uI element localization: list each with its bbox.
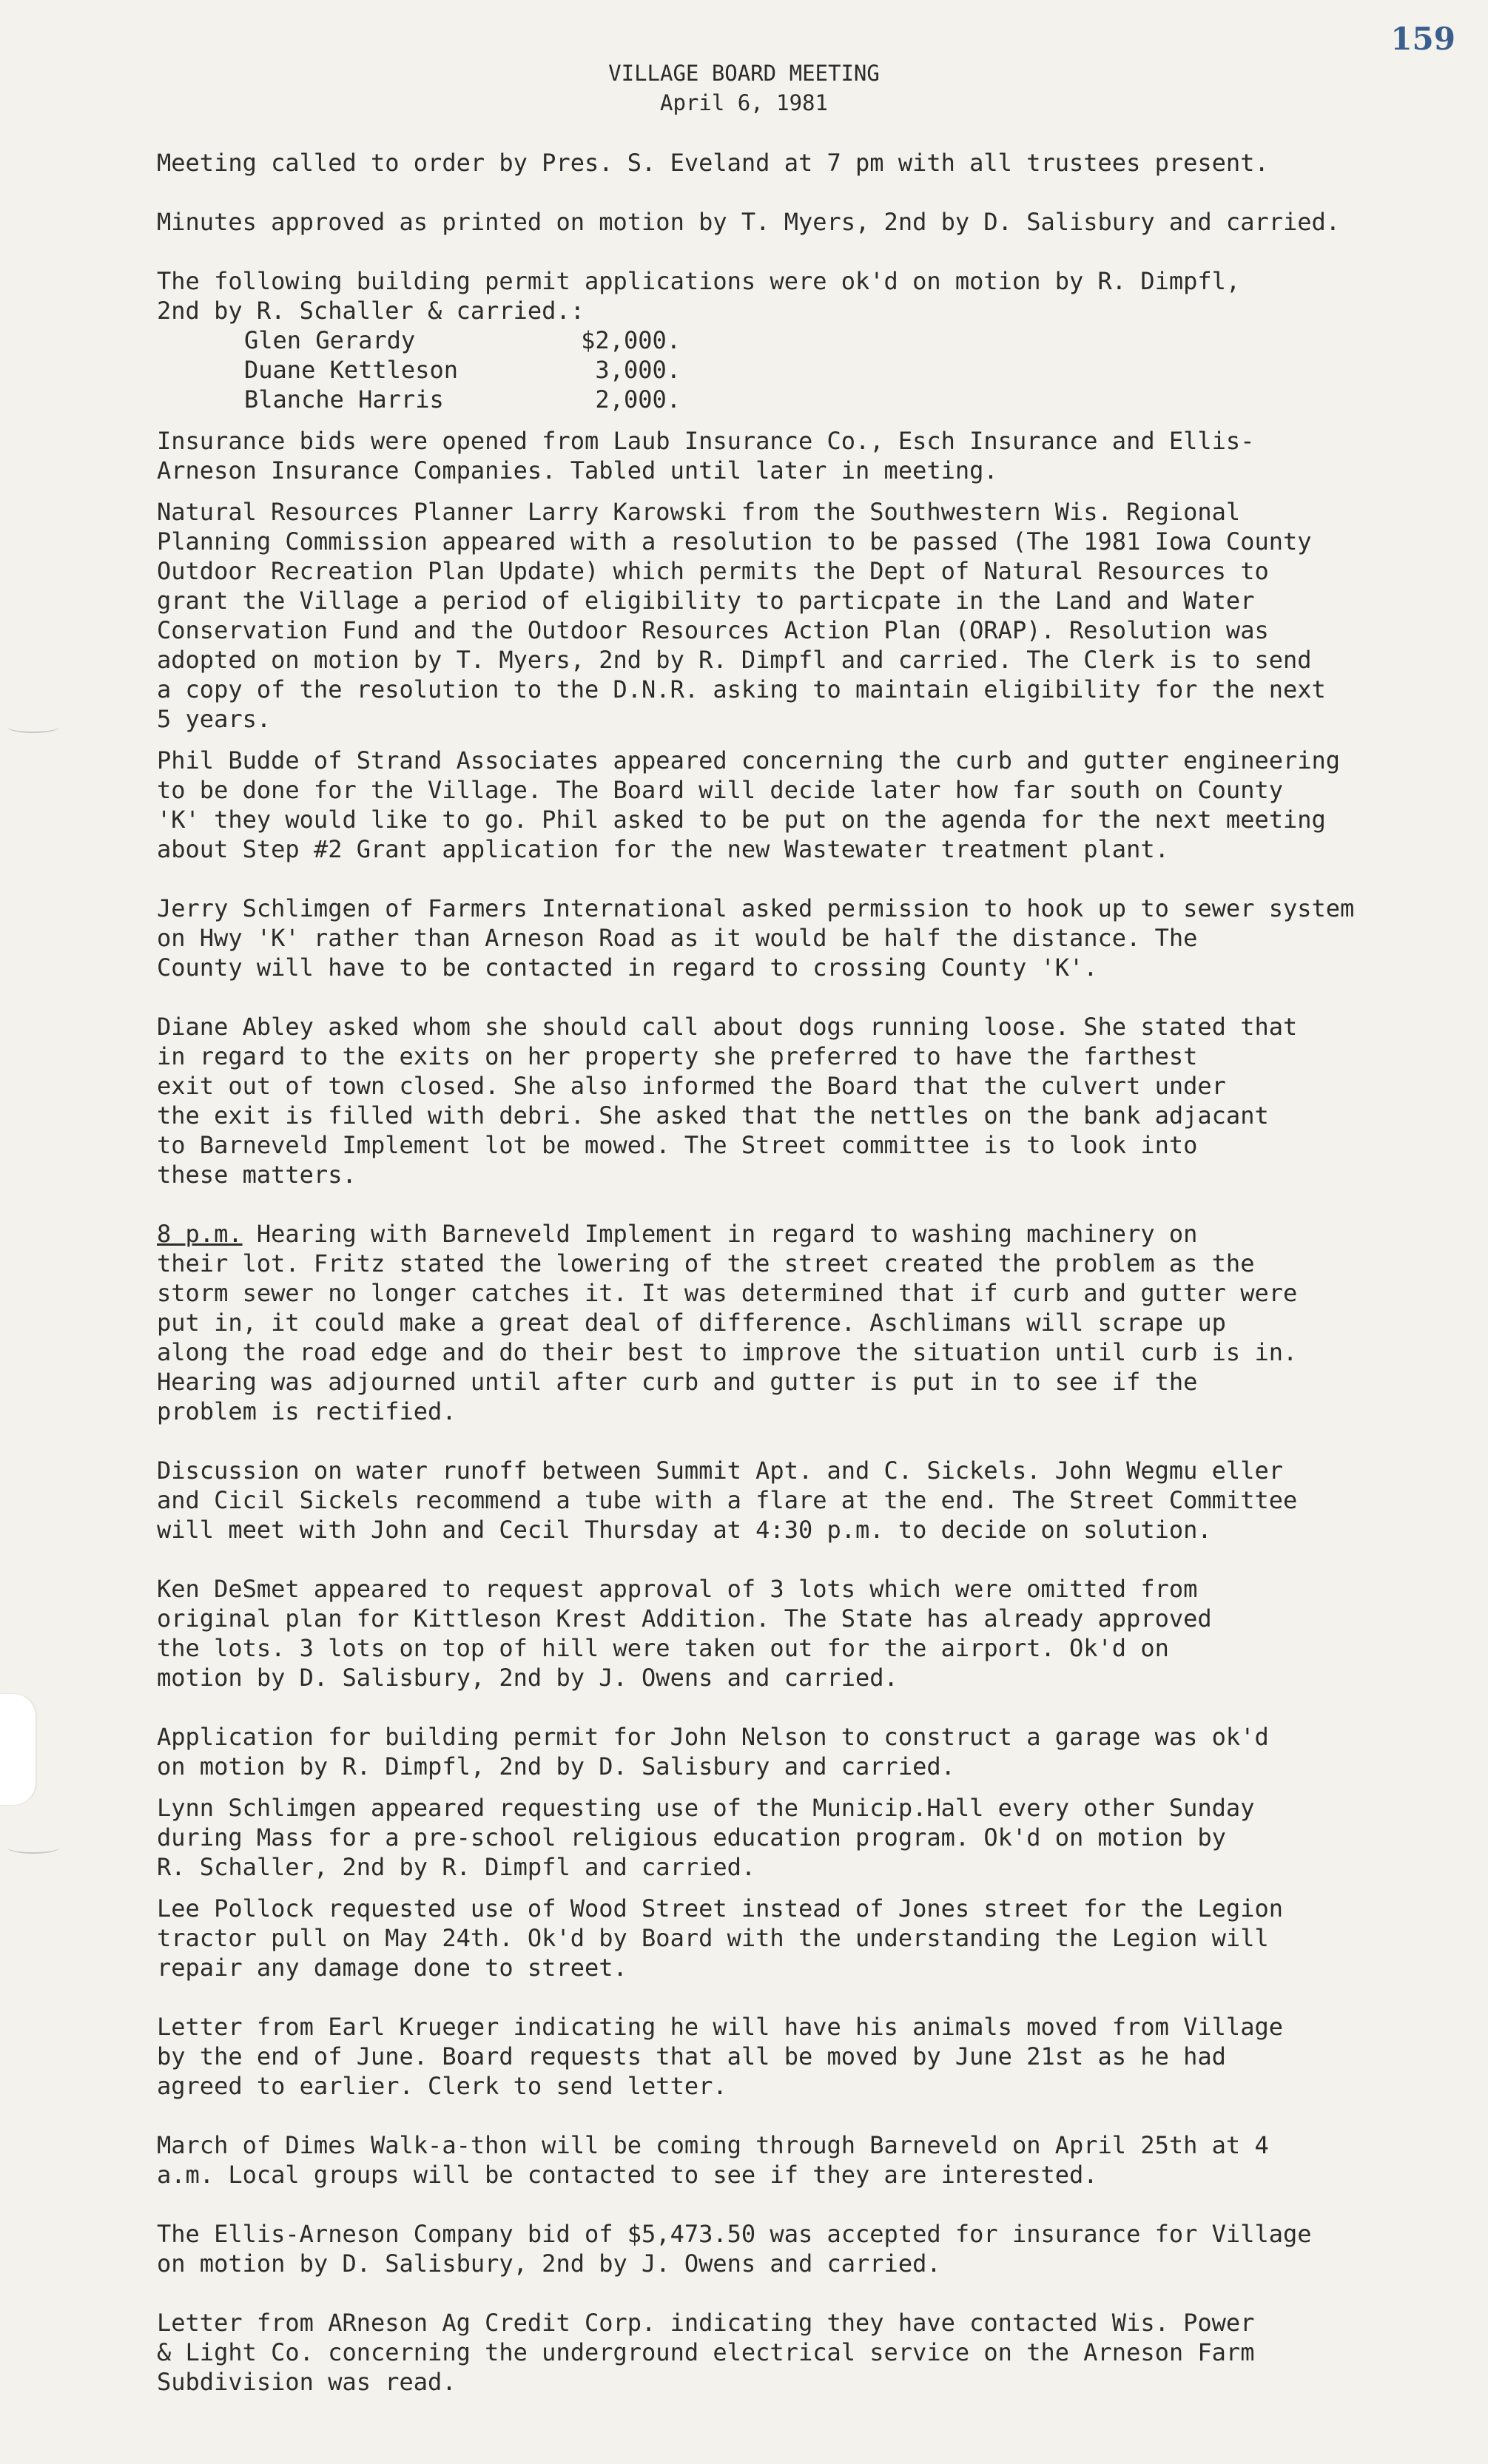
permit-name: Blanche Harris [244, 385, 444, 414]
document-title: VILLAGE BOARD MEETING [608, 61, 880, 86]
permit-name: Duane Kettleson [244, 356, 458, 384]
hearing-text: Hearing with Barneveld Implement in regard to washing machinery on their lot. Fritz stated the lowering of the street created the problem as the storm sewer no longer catches it. It was determined that if curb and gutter were put in, it could make a great deal of difference. Aschlimans will scrape up along the road edge and do their best to improve the situation until curb is in. Hearing was adjourned until after curb and gutter is put in to see if the problem is rectified. [157, 1220, 1298, 1425]
permit-amount: 2,000. [595, 385, 681, 414]
permit-list [244, 325, 1400, 414]
paragraph-sewer-hookup: Jerry Schlimgen of Farmers International asked permission to hook up to sewer system on Hwy 'K' rather than Arneson Road as it would be half the distance. The County will have to be contacted in regard to crossing County 'K'. [157, 894, 1355, 982]
paragraph-dogs-running-loose: Diane Abley asked whom she should call about dogs running loose. She stated that in regard to the exits on her property she preferred to have the farthest exit out of town closed. She also informed the Board that the culvert under the exit is filled with debri. She asked that the nettles on the bank adjacant to Barneveld Implement lot be mowed. The Street committee is to look into these matters. [157, 1013, 1298, 1189]
binder-hole [0, 1694, 36, 1805]
permit-row [244, 385, 1400, 414]
paragraph-building-permits: The following building permit applications were ok'd on motion by R. Dimpfl, 2nd by R. Schaller & carried.: [157, 267, 1241, 325]
binder-mark [7, 721, 59, 733]
paragraph-insurance-bids: Insurance bids were opened from Laub Insurance Co., Esch Insurance and Ellis- Arneson Insurance Companies. Tabled until later in meeting. [157, 427, 1255, 485]
permit-amount: $2,000. [581, 326, 681, 354]
paragraph-strand-associates: Phil Budde of Strand Associates appeared concerning the curb and gutter engineering to be done for the Village. The Board will decide later how far south on County 'K' they would like to go. Phil asked to be put on the agenda for the next meeting about Step #2 Grant application for the new Wastewater treatment plant. [157, 746, 1341, 863]
paragraph-minutes-approved: Minutes approved as printed on motion by T. Myers, 2nd by D. Salisbury and carried. [157, 208, 1341, 236]
paragraph-hall-use: Lynn Schlimgen appeared requesting use of the Municip.Hall every other Sunday during Mass for a pre-school religious education program. Ok'd on motion by R. Schaller, 2nd by R. Dimpfl and carried. [157, 1794, 1255, 1881]
paragraph-animals-letter: Letter from Earl Krueger indicating he will have his animals moved from Village by the end of June. Board requests that all be moved by June 21st as he had agreed to earlier. Clerk to send letter. [157, 2013, 1283, 2100]
paragraph-natural-resources: Natural Resources Planner Larry Karowski from the Southwestern Wis. Regional Planning Commission appeared with a resolution to be passed (The 1981 Iowa County Outdoor Recreation Plan Update) which permits the Dept of Natural Resources to grant the Village a period of eligibility to particpate in the Land and Water Conservation Fund and the Outdoor Resources Action Plan (ORAP). Resolution was adopted on motion by T. Myers, 2nd by R. Dimpfl and carried. The Clerk is to send a copy of the resolution to the D.N.R. asking to maintain eligibility for the next 5 years. [157, 498, 1326, 733]
paragraph-credit-corp-letter: Letter from ARneson Ag Credit Corp. indicating they have contacted Wis. Power & Light Co. concerning the underground electrical service on the Arneson Farm Subdivision was read. [157, 2309, 1255, 2396]
paragraph-water-runoff: Discussion on water runoff between Summit Apt. and C. Sickels. John Wegmu eller and Cicil Sickels recommend a tube with a flare at the end. The Street Committee will meet with John and Cecil Thursday at 4:30 p.m. to decide on solution. [157, 1457, 1298, 1544]
paragraph-garage-permit: Application for building permit for John Nelson to construct a garage was ok'd on motion by R. Dimpfl, 2nd by D. Salisbury and carried. [157, 1723, 1269, 1781]
permit-name: Glen Gerardy [244, 326, 416, 354]
meeting-date: April 6, 1981 [660, 90, 828, 115]
paragraph-tractor-pull: Lee Pollock requested use of Wood Street instead of Jones street for the Legion tractor pull on May 24th. Ok'd by Board with the understanding the Legion will repair any damage done to street. [157, 1894, 1283, 1982]
paragraph-call-to-order: Meeting called to order by Pres. S. Eveland at 7 pm with all trustees present. [157, 149, 1269, 177]
permit-row [244, 325, 1400, 355]
permit-row [244, 355, 1400, 385]
paragraph-walk-a-thon: March of Dimes Walk-a-thon will be coming through Barneveld on April 25th at 4 a.m. Local groups will be contacted to see if they are interested. [157, 2131, 1269, 2189]
permit-amount: 3,000. [595, 356, 681, 384]
hearing-time: 8 p.m. [157, 1220, 243, 1248]
paragraph-insurance-accepted: The Ellis-Arneson Company bid of $5,473.50 was accepted for insurance for Village on motion by D. Salisbury, 2nd by J. Owens and carried. [157, 2220, 1312, 2278]
paragraph-hearing [157, 1219, 1400, 1426]
paragraph-lot-approval: Ken DeSmet appeared to request approval of 3 lots which were omitted from original plan for Kittleson Krest Addition. The State has already approved the lots. 3 lots on top of hill were taken out for the airport. Ok'd on motion by D. Salisbury, 2nd by J. Owens and carried. [157, 1575, 1212, 1692]
page-number: 159 [1390, 21, 1455, 57]
binder-mark [7, 1842, 59, 1854]
minutes-body [157, 148, 1400, 2397]
